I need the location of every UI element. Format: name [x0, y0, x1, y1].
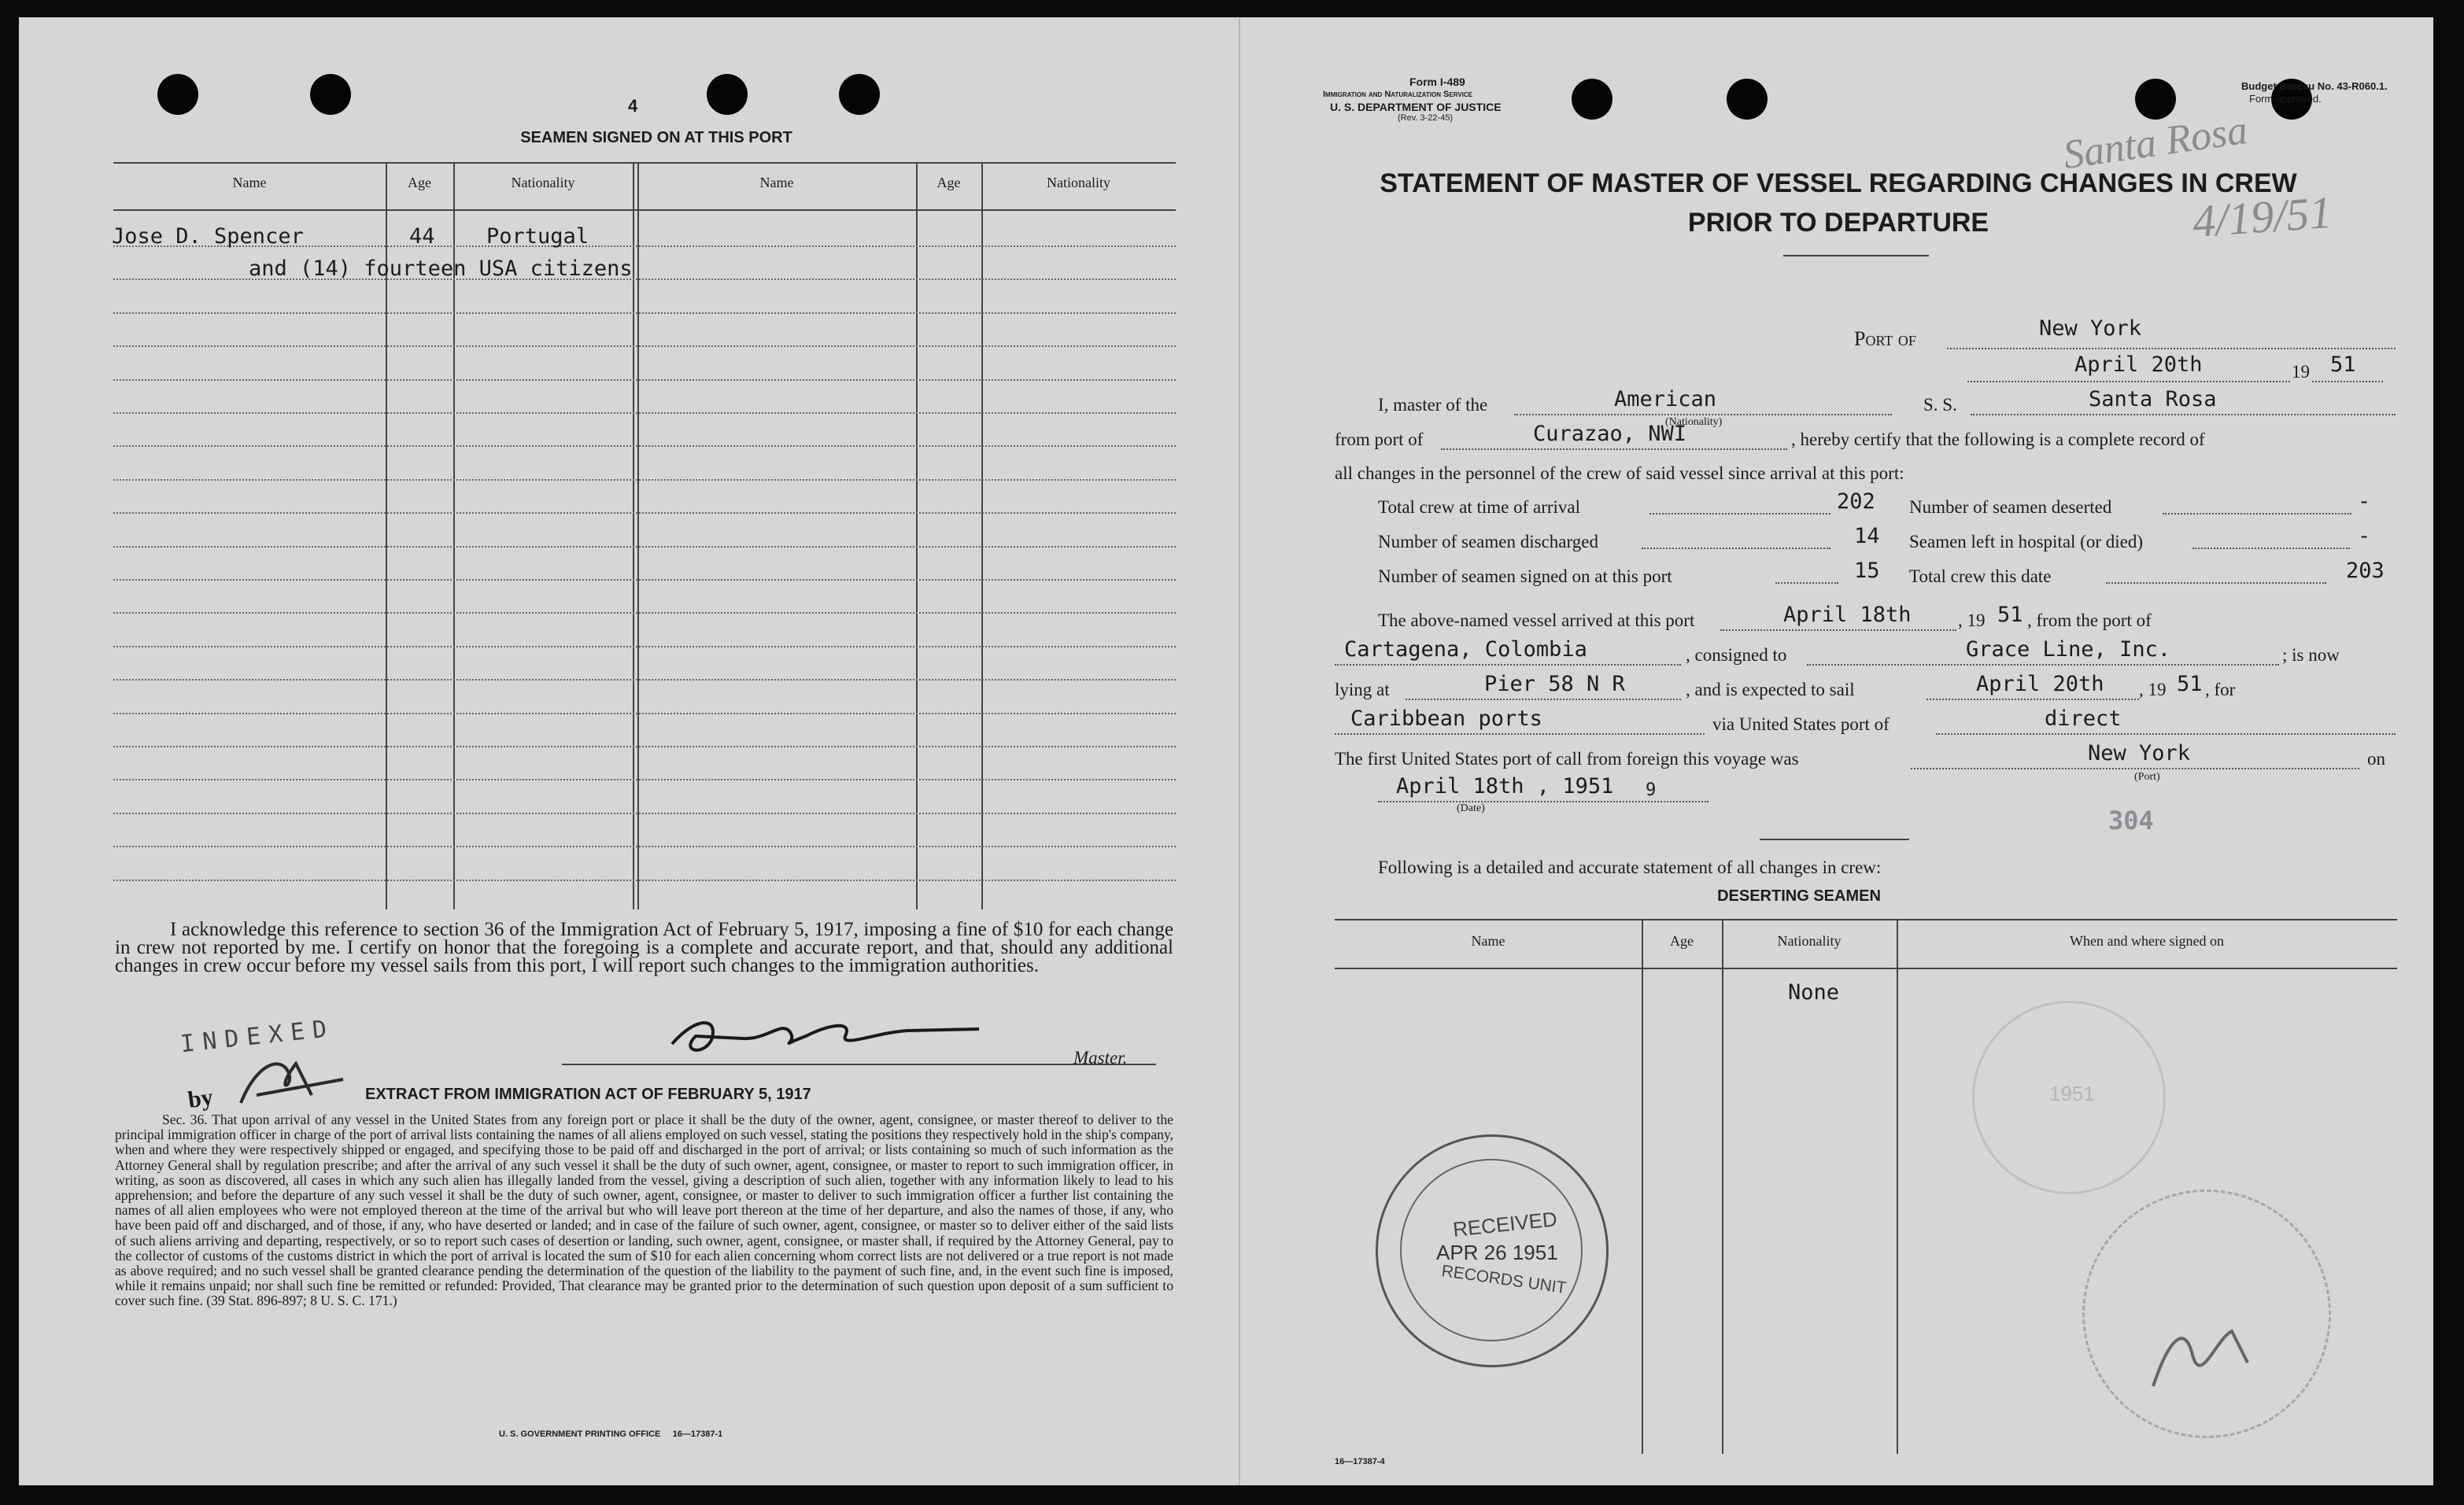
- arrived-date: April 18th: [1783, 603, 1912, 627]
- row-name: and (14) fourteen USA citizens: [249, 256, 633, 281]
- master-signature-line: [562, 1064, 1156, 1065]
- from-port-value: Curazao, NWI: [1533, 422, 1687, 446]
- col-divider: [1642, 919, 1643, 1454]
- section-rule: [1760, 839, 1909, 840]
- deserted-label: Number of seamen deserted: [1909, 497, 2112, 517]
- master-of-label: I, master of the: [1378, 395, 1488, 415]
- arrived-date-line: [1720, 629, 1956, 631]
- form-title: PRIOR TO DEPARTURE: [1687, 208, 1989, 238]
- col-header-name: Name: [232, 175, 267, 190]
- handwritten-date: 4/19/51: [2190, 186, 2334, 248]
- row-rule: [113, 713, 1176, 715]
- row-rule: [113, 646, 1176, 648]
- row-rule: [113, 579, 1176, 581]
- following-text: Following is a detailed and accurate statement of all changes in crew:: [1378, 858, 1882, 877]
- nationality-value: American: [1614, 387, 1717, 411]
- on-label: on: [2367, 749, 2385, 769]
- col-header-age: Age: [936, 175, 961, 190]
- date-line: [1967, 381, 2290, 382]
- form-number: Form I-489: [1409, 76, 1465, 88]
- row-rule: [113, 813, 1176, 815]
- expected-label: , and is expected to sail: [1686, 680, 1855, 699]
- acknowledgement-text: I acknowledge this reference to section 36 of the Immigration Act of February 5, 1917, imposing a fine of $10 for each change in crew not reported by me. I certify on honor that the foregoing is a complete and accurate report, and that, should any additional changes in crew occur before my vessel sails from this port, I will report such changes to the immigration authorities.: [115, 919, 1173, 976]
- master-signature: [648, 1009, 1010, 1064]
- page-number: 4: [628, 96, 638, 116]
- via-port-line: [1936, 733, 2396, 735]
- leader-dots: [2106, 582, 2326, 584]
- via-port: direct: [2045, 706, 2122, 731]
- agency-line: Immigration and Naturalization Service: [1323, 90, 1473, 99]
- deserting-top-rule: [1335, 919, 2397, 920]
- arrived-year: 51: [1997, 603, 2023, 627]
- leader-dots: [1775, 582, 1838, 584]
- first-port-date-line: [1378, 801, 1709, 802]
- row-rule: [113, 445, 1176, 448]
- leader-dots: [2163, 513, 2351, 515]
- col-header-name: Name: [1471, 933, 1505, 949]
- leader-dots: [1649, 513, 1830, 515]
- row-rule: [113, 679, 1176, 681]
- destination: Caribbean ports: [1350, 706, 1542, 731]
- row-rule: [113, 779, 1176, 781]
- is-now-label: ; is now: [2282, 645, 2340, 665]
- col-divider: [916, 162, 918, 909]
- col-header-nationality: Nationality: [511, 175, 575, 190]
- origin-line: [1335, 664, 1681, 666]
- row-nationality: Portugal: [486, 224, 589, 249]
- ss-label: S. S.: [1923, 395, 1957, 415]
- row-rule: [113, 512, 1176, 515]
- revision-line: (Rev. 3-22-45): [1398, 113, 1454, 123]
- arrived-label: The above-named vessel arrived at this port: [1378, 610, 1695, 630]
- form-footer: 16—17387-4: [1335, 1457, 1385, 1466]
- table-top-rule: [113, 162, 1176, 164]
- col-header-nationality: Nationality: [1777, 933, 1842, 949]
- col-header-name: Name: [759, 175, 794, 190]
- port-label: Port of: [1854, 327, 1916, 350]
- stamped-number: 304: [2108, 806, 2154, 835]
- deserted-value: -: [2358, 489, 2371, 514]
- row-rule: [113, 880, 1176, 882]
- year-line: [2312, 381, 2383, 382]
- signed-on-title: SEAMEN SIGNED ON AT THIS PORT: [520, 129, 792, 146]
- leader-dots: [2192, 548, 2350, 549]
- col-divider: [633, 162, 634, 909]
- indexed-stamp: INDEXED: [179, 1014, 336, 1059]
- from-port-of-label: , from the port of: [2027, 610, 2152, 630]
- faint-stamp: [1972, 1001, 2166, 1194]
- col-header-nationality: Nationality: [1047, 175, 1110, 190]
- certify-text: , hereby certify that the following is a complete record of: [1791, 430, 2205, 449]
- nationality-caption: (Nationality): [1665, 416, 1723, 428]
- port-line: [1947, 348, 2396, 349]
- total-crew-arrival-label: Total crew at time of arrival: [1378, 497, 1581, 517]
- sail-year: 51: [2177, 672, 2203, 696]
- from-port-line: [1441, 448, 1787, 450]
- col-header-age: Age: [1670, 933, 1694, 949]
- sail-date: April 20th: [1976, 672, 2104, 696]
- berth-line: [1406, 699, 1681, 700]
- total-crew-arrival-value: 202: [1837, 489, 1875, 514]
- first-port-line: [1911, 768, 2359, 769]
- row-rule: [113, 312, 1176, 315]
- stamp-scribble: [2137, 1308, 2263, 1402]
- sail-year-prefix: , 19: [2139, 680, 2167, 699]
- year-prefix: 19: [2292, 362, 2310, 382]
- col-divider: [637, 162, 639, 909]
- lying-at-label: lying at: [1335, 680, 1390, 699]
- col-divider: [981, 162, 983, 909]
- row-rule: [113, 746, 1176, 748]
- col-divider: [1897, 919, 1898, 1454]
- date-caption: (Date): [1457, 802, 1485, 814]
- certify-text: all changes in the personnel of the crew of said vessel since arrival at this port:: [1335, 463, 1904, 483]
- leader-dots: [1642, 548, 1830, 549]
- for-label: , for: [2205, 680, 2236, 699]
- budget-line: Form approved.: [2249, 93, 2322, 105]
- row-rule: [113, 345, 1176, 348]
- row-name: Jose D. Spencer: [112, 224, 304, 249]
- sail-date-line: [1927, 699, 2139, 700]
- extract-text: Sec. 36. That upon arrival of any vessel in the United States from any foreign port or place it shall be the duty of the owner, agent, consignee, or master thereof to deliver to the principal immigration officer in charge of the port of arrival lists containing the names of all aliens employed on such vessel, stating the positions they respectively hold in the ship's company, when and where they were respectively shipped or engaged, and specifying those to be paid off and discharged in the port of arrival; or lists containing so much of such information as the Attorney General shall by regulation prescribe; and after the arrival of any such vessel it shall be the duty of such owner, agent, consignee, or master to report to such immigration officer, in writing, as soon as discovered, all cases in which any such alien has illegally landed from the vessel, giving a description of such alien, together with any information likely to lead to his apprehension; and before the departure of any such vessel it shall be the duty of such owner, agent, consignee, or master to deliver to such immigration officer a further list containing the names of all alien employees who were not employed thereon at the time of the arrival but who will leave port thereon at the time of her departure, and also the names of those, if any, who have been paid off and discharged, and of those, if any, who have deserted or landed; and in case of the failure of such owner, agent, consignee, or master so to deliver either of the said lists of such aliens arriving and departing, respectively, or so to report such cases of desertion or landing, such owner, agent, consignee, or master shall, if required by the Attorney General, pay to the collector of customs of the customs district in which the port of arrival is located the sum of $10 for each alien concerning whom correct lists are not delivered or a true report is not made as above required; and no such vessel shall be granted clearance pending the determination of the question of the liability to the payment of such fine, and, in the event such fine is imposed, while it remains unpaid; nor shall such fine be remitted or refunded: Provided, That clearance may be granted prior to the determination of such question upon deposit of a sum sufficient to cover such fine. (39 Stat. 896-897; 8 U. S. C. 171.): [115, 1112, 1173, 1309]
- title-rule: [1783, 255, 1929, 256]
- master-label: Master.: [1073, 1048, 1128, 1068]
- row-rule: [113, 412, 1176, 415]
- first-port-year-suffix: 9: [1646, 780, 1657, 800]
- consignee: Grace Line, Inc.: [1966, 637, 2171, 662]
- received-stamp: [1376, 1134, 1609, 1367]
- row-rule: [113, 612, 1176, 614]
- col-header-age: Age: [408, 175, 431, 190]
- consigned-label: , consigned to: [1686, 645, 1787, 665]
- port-caption: (Port): [2134, 771, 2160, 783]
- discharged-value: 14: [1854, 524, 1880, 548]
- total-crew-date-value: 203: [2346, 559, 2385, 583]
- row-rule: [113, 846, 1176, 848]
- deserting-entry: None: [1788, 980, 1840, 1005]
- agency-line: U. S. DEPARTMENT OF JUSTICE: [1330, 101, 1502, 113]
- hospital-label: Seamen left in hospital (or died): [1909, 532, 2144, 551]
- received-word: RECEIVED: [1451, 1207, 1559, 1241]
- row-rule: [113, 546, 1176, 548]
- destination-line: [1335, 733, 1705, 735]
- received-unit: RECORDS UNIT: [1440, 1261, 1568, 1298]
- indexed-initials: [225, 1048, 351, 1111]
- signed-on-value: 15: [1854, 559, 1880, 583]
- form-title: STATEMENT OF MASTER OF VESSEL REGARDING CHANGES IN CREW: [1380, 168, 2297, 198]
- document-sheet: [19, 17, 2433, 1485]
- header-rule: [1335, 968, 2397, 969]
- ship-value: Santa Rosa: [2089, 387, 2217, 411]
- year-value: 51: [2330, 352, 2356, 377]
- consignee-line: [1807, 664, 2279, 666]
- first-port: New York: [2088, 741, 2191, 765]
- arrived-year-prefix: , 19: [1958, 610, 1986, 630]
- via-label: via United States port of: [1712, 714, 1890, 734]
- faint-stamp-year: 1951: [2049, 1082, 2095, 1105]
- row-rule: [113, 479, 1176, 481]
- received-date: APR 26 1951: [1436, 1241, 1558, 1264]
- handwritten-ship-name: Santa Rosa: [2060, 107, 2251, 179]
- col-header-signed-on: When and where signed on: [2070, 933, 2224, 949]
- deserting-title: DESERTING SEAMEN: [1717, 887, 1881, 905]
- first-port-label: The first United States port of call from foreign this voyage was: [1335, 749, 1799, 769]
- left-page: [19, 17, 1239, 1485]
- from-port-label: from port of: [1335, 430, 1424, 449]
- ship-line: [1971, 414, 2396, 415]
- printer-line: U. S. GOVERNMENT PRINTING OFFICE 16—17387-1: [499, 1429, 723, 1439]
- extract-title: EXTRACT FROM IMMIGRATION ACT OF FEBRUARY 5, 1917: [365, 1086, 811, 1103]
- row-age: 44: [409, 224, 435, 249]
- first-port-date: April 18th , 1951: [1396, 774, 1614, 799]
- date-value: April 20th: [2074, 352, 2203, 377]
- total-crew-date-label: Total crew this date: [1909, 566, 2052, 586]
- discharged-label: Number of seamen discharged: [1378, 532, 1598, 551]
- origin-port: Cartagena, Colombia: [1344, 637, 1587, 662]
- header-rule: [113, 209, 1176, 211]
- nationality-line: [1514, 414, 1892, 415]
- berth: Pier 58 N R: [1484, 672, 1625, 696]
- right-page: [1240, 17, 2433, 1485]
- col-divider: [1722, 919, 1723, 1454]
- indexed-by-label: by: [186, 1083, 215, 1114]
- budget-line: Budget Bureau No. 43-R060.1.: [2241, 80, 2388, 92]
- hospital-value: -: [2358, 524, 2371, 548]
- port-value: New York: [2039, 316, 2142, 341]
- signed-on-label: Number of seamen signed on at this port: [1378, 566, 1672, 586]
- row-rule: [113, 379, 1176, 382]
